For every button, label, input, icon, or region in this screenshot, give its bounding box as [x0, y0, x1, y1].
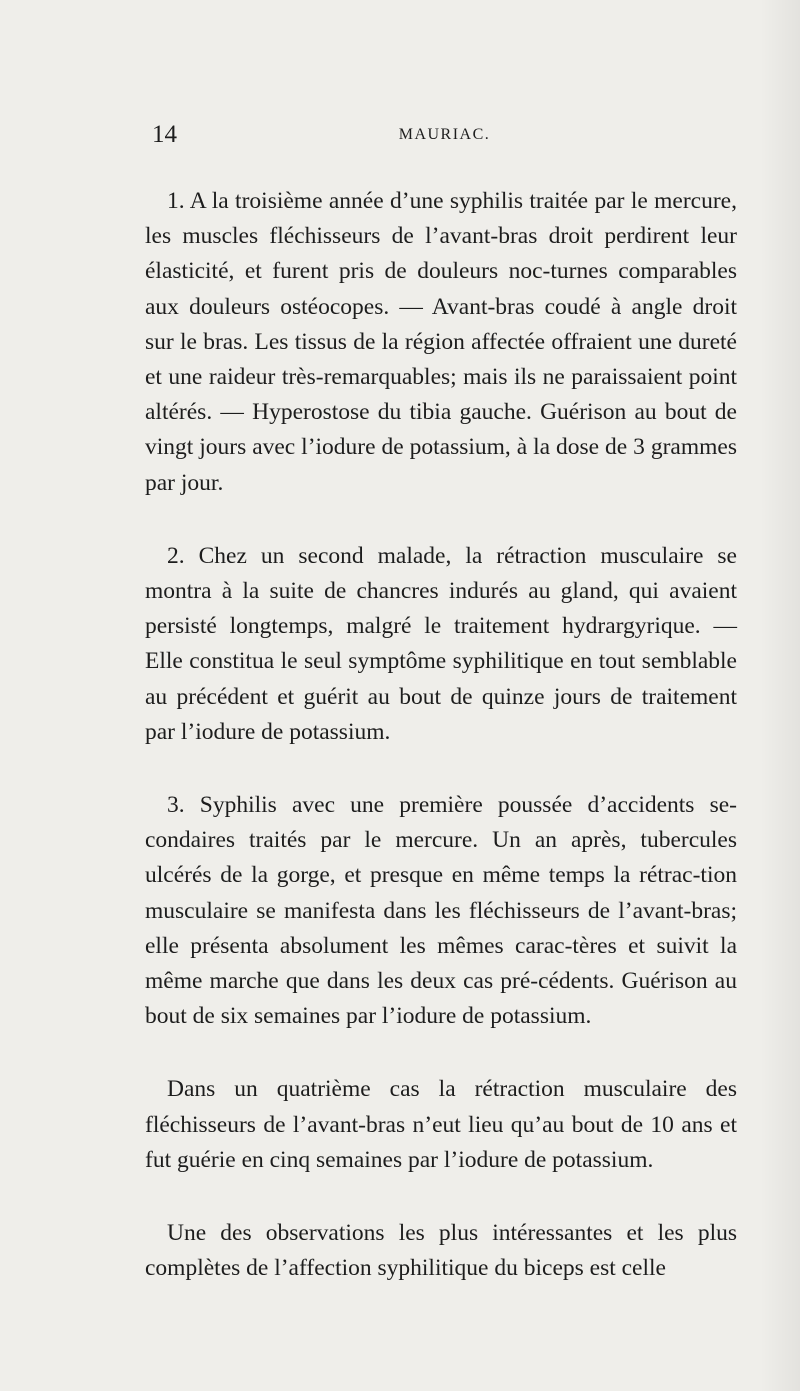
paragraph-gap — [145, 501, 737, 539]
running-title: MAURIAC. — [398, 126, 491, 143]
body-text — [145, 184, 737, 1286]
paragraph-closing: Une des observations les plus intéressantes et les plus complètes de l’affection syphilitique du biceps est celle — [145, 1220, 737, 1282]
paragraph-gap — [145, 750, 737, 788]
page-number: 14 — [152, 121, 177, 148]
paragraph-gap — [145, 1178, 737, 1216]
paragraph-case-1: 1. A la troisième année d’une syphilis traitée par le mercure, les muscles fléchisseurs de l’avant-bras droit perdirent leur élasticité, et furent pris de douleurs noc-turnes comparables aux douleurs ostéocopes. — Avant-bras coudé à angle droit sur le bras. Les tissus de la région affectée offraient une dureté et une raideur très-remarquables; mais ils ne paraissaient point altérés. — Hyperostose du tibia gauche. Guérison au bout de vingt jours avec l’iodure de potassium, à la dose de 3 grammes par jour. — [145, 188, 737, 496]
paragraph-gap — [145, 1034, 737, 1072]
paragraph-case-4: Dans un quatrième cas la rétraction musculaire des fléchisseurs de l’avant-bras n’eut lieu qu’au bout de 10 ans et fut guérie en cinq semaines par l’iodure de potassium. — [145, 1076, 737, 1173]
running-header — [152, 120, 737, 150]
paragraph-case-2: 2. Chez un second malade, la rétraction musculaire se montra à la suite de chancres indurés au gland, qui avaient persisté longtemps, malgré le traitement hydrargyrique. — Elle constitua le seul symptôme syphilitique en tout semblable au précédent et guérit au bout de quinze jours de traitement par l’iodure de potassium. — [145, 542, 737, 745]
paragraph-case-3: 3. Syphilis avec une première poussée d’accidents se-condaires traités par le mercure. Un an après, tubercules ulcérés de la gorge, et presque en même temps la rétrac-tion musculaire se manifesta dans les fléchisseurs de l’avant-bras; elle présenta absolument les mêmes carac-tères et suivit la même marche que dans les deux cas pré-cédents. Guérison au bout de six semaines par l’iodure de potassium. — [145, 792, 737, 1030]
